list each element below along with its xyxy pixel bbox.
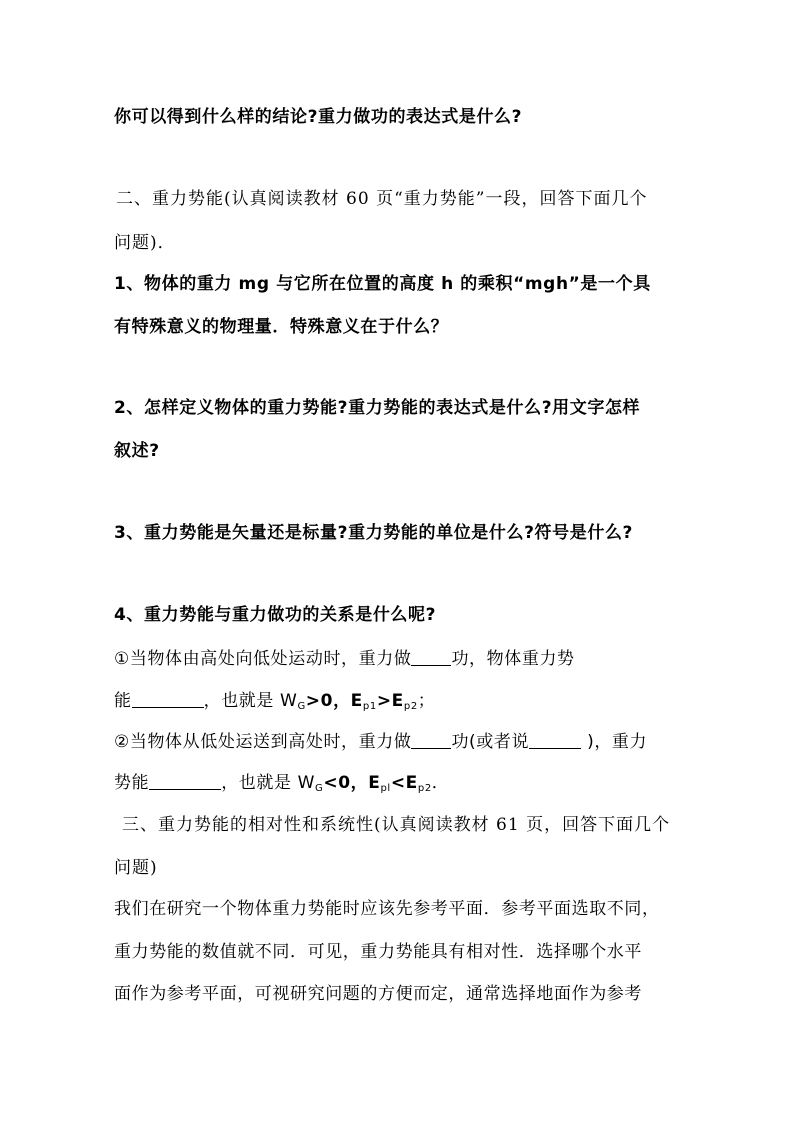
case-2-line-1 [114,731,647,753]
subscript-p2: p2 [417,783,432,794]
case-2-end: ． [431,773,450,793]
subscript-g: G [315,783,324,794]
question-1-line-1: 1、物体的重力 mg 与它所在位置的高度 h 的乘积“mgh”是一个具 [114,274,651,294]
case-1-end: ； [417,691,436,711]
section-3-heading-line-2: 问题) [114,858,158,878]
blank-energy-change-2[interactable] [149,772,221,790]
conclusion-question: 你可以得到什么样的结论?重力做功的表达式是什么? [114,107,523,127]
case-1-text-b: 功，物体重力势 [451,649,575,669]
section-3-heading-line-1: 三、重力势能的相对性和系统性(认真阅读教材 61 页，回答下面几个 [122,815,671,835]
case-2-text-d: 势能 [114,773,150,793]
blank-alternative-phrase[interactable] [529,731,581,749]
question-2-line-2: 叙述? [114,441,160,461]
case-1-compare-a: >0，E [305,691,363,711]
case-2-compare-b: <E [390,773,418,793]
subscript-p2: p2 [403,701,418,712]
case-1-line-2 [114,690,435,712]
paragraph-line-2: 重力势能的数值就不同．可见，重力势能具有相对性．选择哪个水平 [114,942,642,962]
blank-work-sign-2[interactable] [411,731,451,749]
case-2-text-a: ②当物体从低处运送到高处时，重力做 [114,732,412,752]
case-2-compare-a: <0，E [323,773,381,793]
question-1-line-2: 有特殊意义的物理量．特殊意义在于什么？ [114,317,449,337]
blank-energy-change-1[interactable] [132,690,204,708]
section-2-heading-line-2: 问题)． [114,233,176,253]
case-1-compare-b: >E [376,691,404,711]
question-3: 3、重力势能是矢量还是标量?重力势能的单位是什么?符号是什么? [114,523,634,543]
case-1-text-a: ①当物体由高处向低处运动时，重力做 [114,649,412,669]
question-4: 4、重力势能与重力做功的关系是什么呢? [114,605,437,625]
question-2-line-1: 2、怎样定义物体的重力势能?重力势能的表达式是什么?用文字怎样 [114,398,641,418]
case-2-text-c: )，重力 [581,732,648,752]
section-2-heading-line-1: 二、重力势能(认真阅读教材 60 页“重力势能”一段，回答下面几个 [116,189,648,209]
case-1-text-d: ，也就是 W [203,691,298,711]
subscript-g: G [297,701,306,712]
case-2-text-e: ，也就是 W [221,773,316,793]
blank-work-sign-1[interactable] [411,648,451,666]
paragraph-line-3: 面作为参考平面，可视研究问题的方便而定，通常选择地面作为参考 [114,984,642,1004]
case-2-text-b: 功(或者说 [451,732,530,752]
subscript-p1: p1 [362,701,377,712]
paragraph-line-1: 我们在研究一个物体重力势能时应该先参考平面．参考平面选取不同， [114,899,660,919]
case-1-line-1 [114,648,575,670]
subscript-pl: pl [380,783,391,794]
case-1-text-c: 能 [114,691,132,711]
case-2-line-2 [114,772,449,794]
